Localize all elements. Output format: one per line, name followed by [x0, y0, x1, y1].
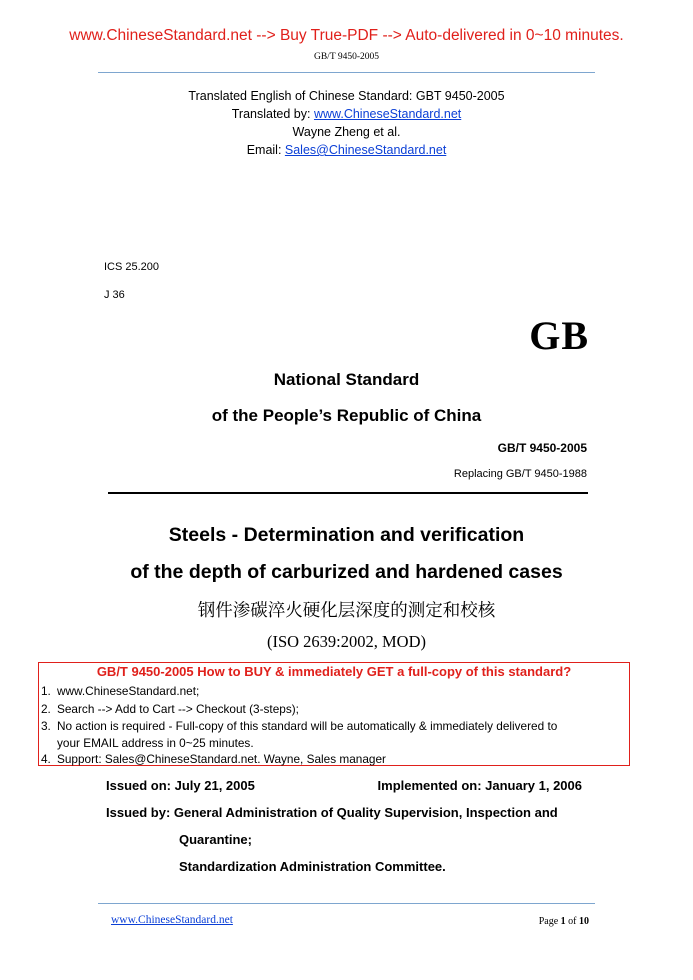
email-label: Email: — [246, 143, 285, 157]
national-standard-heading: National Standard — [273, 370, 420, 389]
buy-step-4: 4. Support: Sales@ChineseStandard.net. Wayne, Sales manager — [41, 752, 386, 766]
country-heading: of the People’s Republic of China — [211, 406, 482, 425]
footer-website-link[interactable]: www.ChineseStandard.net — [111, 914, 233, 926]
issued-by-line-1: Issued by: General Administration of Quality Supervision, Inspection and — [106, 805, 558, 820]
top-banner[interactable]: www.ChineseStandard.net --> Buy True-PDF --> Auto-delivered in 0~10 minutes. — [69, 27, 624, 44]
title-english-line-1: Steels - Determination and verification — [168, 524, 525, 546]
translator-website-link[interactable]: www.ChineseStandard.net — [313, 107, 462, 121]
issued-by-line-3: Standardization Administration Committee. — [179, 859, 446, 874]
replacing-standard: Replacing GB/T 9450-1988 — [453, 468, 587, 480]
translated-by-label: Translated by: — [231, 107, 314, 121]
buy-instructions-box — [38, 662, 630, 766]
title-english-line-2: of the depth of carburized and hardened cases — [130, 561, 563, 583]
buy-step-3: 3. No action is required - Full-copy of this standard will be automatically & immediately delivered to — [41, 719, 558, 733]
title-chinese: 钢件渗碳淬火硬化层深度的测定和校核 — [197, 601, 496, 621]
header-divider — [98, 72, 595, 73]
implemented-on-date: Implemented on: January 1, 2006 — [377, 778, 582, 793]
standard-number: GB/T 9450-2005 — [497, 441, 587, 455]
j-code: J 36 — [104, 289, 125, 301]
issued-by-line-2: Quarantine; — [179, 832, 252, 847]
buy-box-heading: GB/T 9450-2005 How to BUY & immediately GET a full-copy of this standard? — [96, 664, 572, 679]
translated-by-line — [0, 107, 693, 121]
issued-on-date: Issued on: July 21, 2005 — [106, 778, 255, 793]
buy-step-1: 1. www.ChineseStandard.net; — [41, 684, 200, 698]
ics-code: ICS 25.200 — [104, 261, 160, 273]
buy-step-2: 2. Search --> Add to Cart --> Checkout (3-steps); — [41, 702, 299, 716]
page-number: 1 — [560, 916, 566, 927]
translator-name: Wayne Zheng et al. — [292, 125, 401, 139]
email-link[interactable]: Sales@ChineseStandard.net — [284, 143, 447, 157]
header-standard-code: GB/T 9450-2005 — [313, 52, 379, 62]
iso-reference: (ISO 2639:2002, MOD) — [266, 632, 427, 651]
footer-divider — [98, 903, 595, 904]
buy-step-1-text[interactable]: www.ChineseStandard.net; — [57, 684, 200, 698]
page-total: 10 — [579, 916, 589, 927]
title-divider — [108, 492, 588, 494]
gb-logo: GB — [529, 313, 589, 358]
email-line — [0, 143, 693, 157]
translation-title: Translated English of Chinese Standard: GBT 9450-2005 — [188, 89, 505, 103]
page-indicator: Page 1 of 10 — [538, 916, 589, 927]
buy-step-3-continued: your EMAIL address in 0~25 minutes. — [57, 736, 254, 750]
